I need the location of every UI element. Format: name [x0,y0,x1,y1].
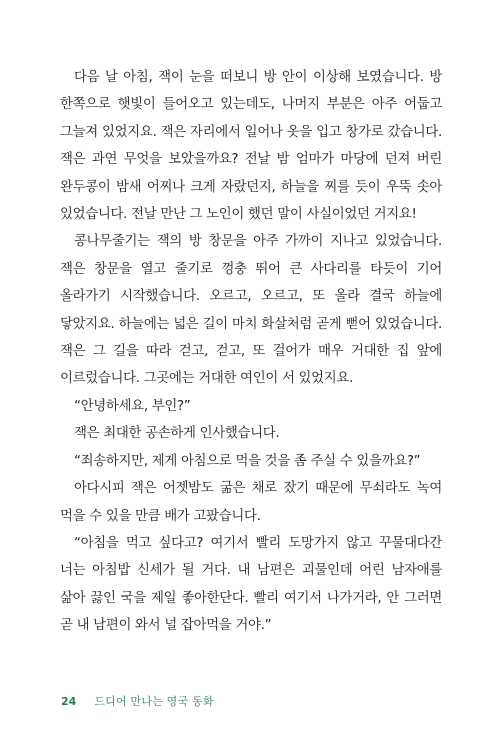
dialogue-line: “안녕하세요, 부인?” [74,398,191,414]
paragraph: 콩나무줄기는 잭의 방 창문을 아주 가까이 지나고 있었습니다. 잭은 창문을 열고 줄기로 껑충 뛰어 큰 사다리를 타듯이 기어 올라가기 시작했습니다. 오르고, 오르고, 또 올라 결국 하늘에 닿았지요. 하늘에는 넓은 길이 마치 화살처럼 곧게 뻗어 있었습니다. 잭은 그 길을 따라 걷고, 걷고, 또 걸어가 매우 거대한 집 앞에 이르렀습니다. 그곳에는 거대한 여인이 서 있었지요. [60,234,442,387]
body-text [60,64,442,640]
page-number: 24 [61,694,77,708]
dialogue-line: “아침을 먹고 싶다고? 여기서 빨리 도망가지 않고 꾸물대다간 너는 아침밥 신세가 될 거다. 내 남편은 괴물인데 어린 남자애를 삶아 끓인 국을 제일 좋아한단다. 빨리 여기서 나가거라, 안 그러면 곧 내 남편이 와서 널 잡아먹을 거야.” [60,535,442,634]
dialogue-line: “죄송하지만, 제게 아침으로 먹을 것을 좀 주실 수 있을까요?” [74,453,421,469]
paragraph: 다음 날 아침, 잭이 눈을 떠보니 방 안이 이상해 보였습니다. 방 한쪽으로 햇빛이 들어오고 있는데도, 나머지 부분은 아주 어둡고 그늘져 있었지요. 잭은 자리에서 일어나 옷을 입고 창가로 갔습니다. 잭은 과연 무엇을 보았을까요? 전날 밤 엄마가 마당에 던져 버린 완두콩이 밤새 어찌나 크게 자랐던지, 하늘을 찌를 듯이 우뚝 솟아 있었습니다. 전날 만난 그 노인이 했던 말이 사실이었던 거지요! [60,70,442,223]
paragraph: 아다시피 잭은 어젯밤도 굶은 채로 잤기 때문에 무쇠라도 녹여 먹을 수 있을 만큼 배가 고팠습니다. [60,481,442,524]
page-footer [61,693,214,709]
paragraph: 잭은 최대한 공손하게 인사했습니다. [74,426,280,442]
running-title: 드디어 만나는 영국 동화 [94,695,214,708]
